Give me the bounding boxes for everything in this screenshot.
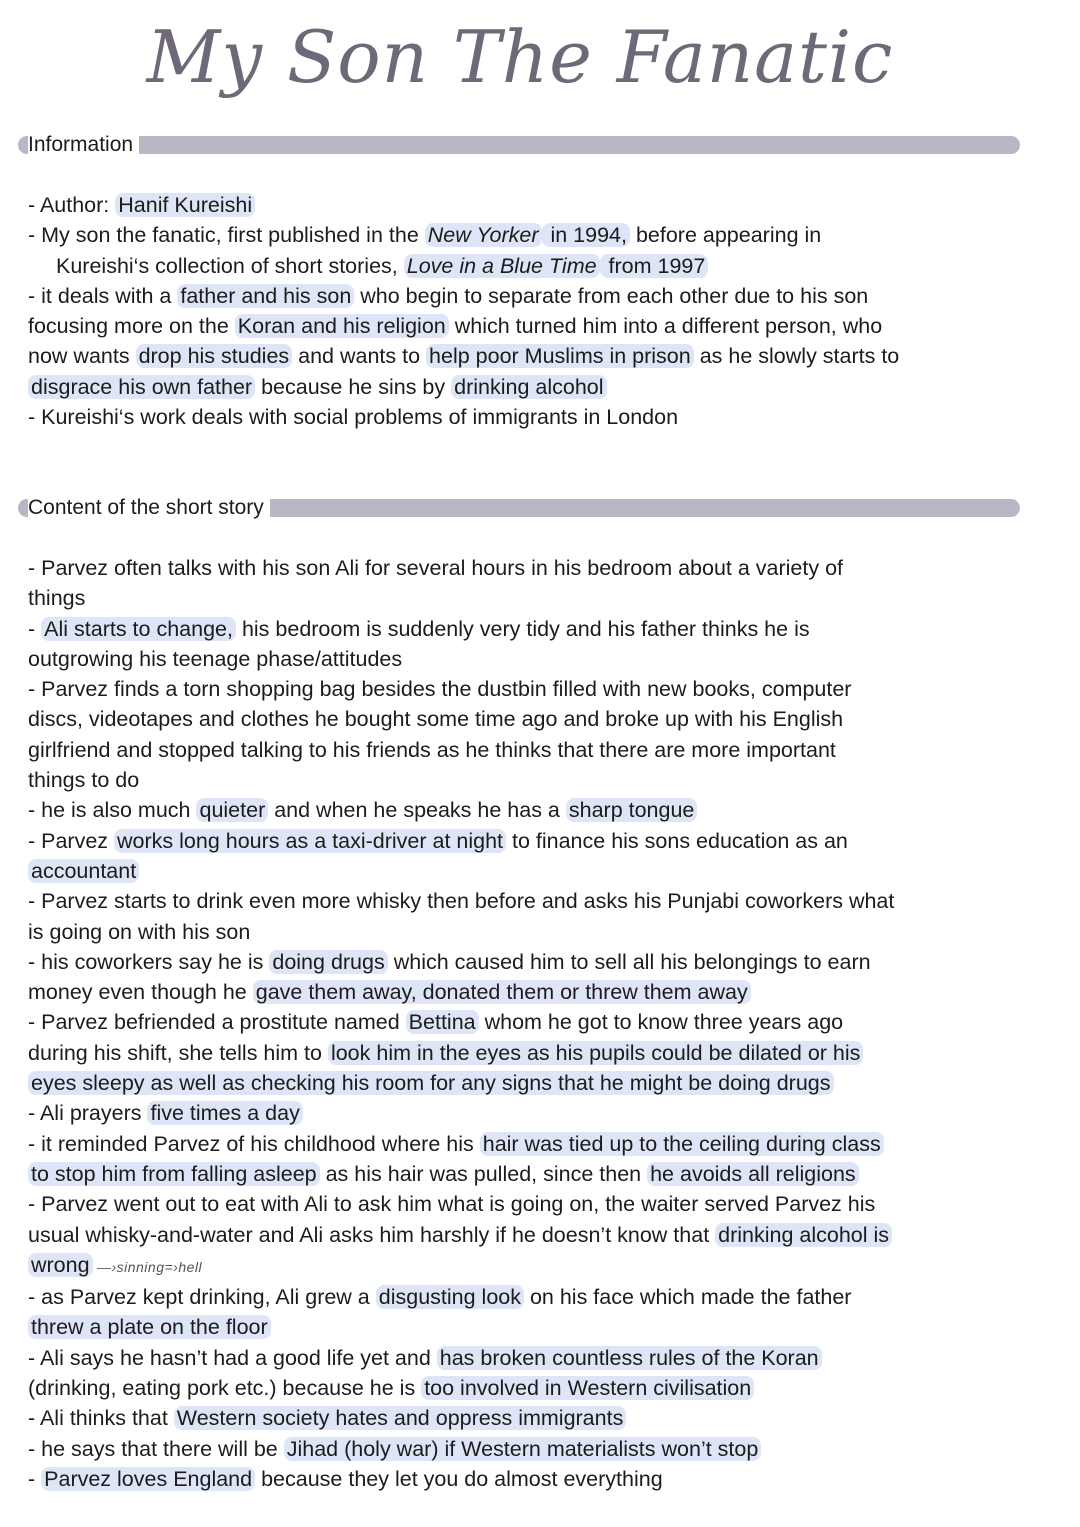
- highlighted-text: hair was tied up to the ceiling during class: [480, 1132, 884, 1156]
- highlighted-text: eyes sleepy as well as checking his room for any signs that he might be doing drugs: [28, 1071, 834, 1095]
- text-segment: things to do: [28, 768, 140, 793]
- text-line: [28, 1464, 1028, 1494]
- text-segment: - Parvez starts to drink even more whisky then before and asks his Punjabi coworkers what: [28, 889, 895, 914]
- text-segment: - My son the fanatic, first published in the: [28, 223, 425, 248]
- text-segment: because they let you do almost everything: [255, 1466, 663, 1491]
- text-line: [28, 1189, 1028, 1219]
- text-segment: - he says that there will be: [28, 1436, 284, 1461]
- text-segment: now wants: [28, 344, 136, 369]
- text-line: [28, 1220, 1028, 1250]
- text-segment: usual whisky-and-water and Ali asks him harshly if he doesn’t know that: [28, 1222, 716, 1247]
- text-segment: - Ali says he hasn’t had a good life yet and: [28, 1345, 437, 1370]
- highlighted-text: doing drugs: [269, 950, 387, 974]
- text-line: [28, 190, 1028, 220]
- text-segment: before appearing in: [629, 223, 822, 248]
- text-line: [28, 1282, 1028, 1312]
- text-line: [28, 1129, 1028, 1159]
- text-segment: - Parvez: [28, 828, 115, 853]
- text-segment: - Kureishi‘s work deals with social problems of immigrants in London: [28, 405, 679, 430]
- text-segment: - his coworkers say he is: [28, 949, 270, 974]
- highlighted-text: father and his son: [177, 284, 354, 308]
- text-line: [28, 795, 1028, 825]
- text-segment: which caused him to sell all his belongings to earn: [387, 949, 871, 974]
- highlighted-text: look him in the eyes as his pupils could be dilated or his: [328, 1041, 863, 1065]
- text-line: [28, 977, 1028, 1007]
- highlighted-text: too involved in Western civilisation: [421, 1376, 754, 1400]
- text-line: [28, 311, 1028, 341]
- text-segment: because he sins by: [255, 374, 452, 399]
- information-section-bar: [18, 136, 1020, 154]
- text-line: [28, 1038, 1028, 1068]
- highlighted-text: Koran and his religion: [235, 314, 449, 338]
- text-segment: - as Parvez kept drinking, Ali grew a: [28, 1285, 376, 1310]
- highlighted-text: has broken countless rules of the Koran: [437, 1346, 822, 1370]
- text-segment: - it deals with a: [28, 283, 178, 308]
- highlighted-text: drinking alcohol is: [715, 1223, 892, 1247]
- text-segment: outgrowing his teenage phase/attitudes: [28, 646, 403, 671]
- text-line: [28, 553, 1028, 583]
- highlighted-text: gave them away, donated them or threw them away: [253, 980, 751, 1004]
- text-segment: - Ali prayers: [28, 1101, 148, 1126]
- text-line: [28, 826, 1028, 856]
- text-segment: - he is also much: [28, 798, 197, 823]
- content-heading: Content of the short story: [28, 495, 270, 521]
- content-block: [28, 553, 1028, 1494]
- highlighted-text: Love in a Blue Time: [404, 254, 600, 278]
- text-segment: to finance his sons education as an: [506, 828, 848, 853]
- highlighted-text: accountant: [28, 859, 139, 883]
- text-line: [28, 1343, 1028, 1373]
- text-line: [28, 765, 1028, 795]
- text-segment: - Parvez went out to eat with Ali to ask him what is going on, the waiter served Parvez his: [28, 1192, 876, 1217]
- highlighted-text: Bettina: [406, 1010, 479, 1034]
- handwritten-note: —›sinning=›hell: [92, 1258, 203, 1275]
- page-title: My Son The Fanatic: [146, 15, 894, 99]
- highlighted-text: Western society hates and oppress immigrants: [174, 1406, 627, 1430]
- text-segment: -: [28, 1466, 42, 1491]
- text-line: [28, 1250, 1028, 1282]
- text-segment: - Parvez befriended a prostitute named: [28, 1010, 406, 1035]
- text-segment: and wants to: [292, 344, 427, 369]
- text-segment: -: [28, 616, 42, 641]
- text-segment: - Parvez finds a torn shopping bag besides the dustbin filled with new books, computer: [28, 677, 852, 702]
- text-segment: on his face which made the father: [523, 1285, 852, 1310]
- text-line: [28, 886, 1028, 916]
- highlighted-text: works long hours as a taxi-driver at night: [114, 829, 506, 853]
- highlighted-text: Jihad (holy war) if Western materialists won’t stop: [284, 1437, 762, 1461]
- text-line: [28, 1373, 1028, 1403]
- text-line: [28, 735, 1028, 765]
- text-segment: - Author:: [28, 193, 116, 217]
- highlighted-text: New Yorker: [425, 223, 542, 247]
- text-segment: girlfriend and stopped talking to his friends as he thinks that there are more important: [28, 737, 836, 762]
- highlighted-text: wrong: [28, 1253, 93, 1277]
- highlighted-text: Parvez loves England: [41, 1467, 255, 1491]
- text-segment: as his hair was pulled, since then: [319, 1161, 648, 1186]
- text-line: [28, 402, 1028, 432]
- text-line: [28, 1007, 1028, 1037]
- highlighted-text: drinking alcohol: [451, 375, 606, 399]
- text-segment: his bedroom is suddenly very tidy and his father thinks he is: [235, 616, 810, 641]
- text-segment: during his shift, she tells him to: [28, 1040, 328, 1065]
- highlighted-text: he avoids all religions: [647, 1162, 859, 1186]
- text-line: [28, 1403, 1028, 1433]
- text-line: [28, 917, 1028, 947]
- highlighted-text: drop his studies: [136, 344, 293, 368]
- text-line: [28, 947, 1028, 977]
- highlighted-text: quieter: [196, 798, 268, 822]
- highlighted-text: threw a plate on the floor: [28, 1315, 271, 1339]
- information-block: [28, 190, 1028, 432]
- text-line: [28, 614, 1028, 644]
- text-segment: - it reminded Parvez of his childhood where his: [28, 1131, 480, 1156]
- highlighted-text: five times a day: [147, 1101, 302, 1125]
- text-segment: - Parvez often talks with his son Ali for several hours in his bedroom about a variety of: [28, 556, 844, 580]
- highlighted-text: disgusting look: [376, 1285, 524, 1309]
- text-segment: as he slowly starts to: [693, 344, 900, 369]
- text-line: [28, 1159, 1028, 1189]
- text-line: [28, 704, 1028, 734]
- text-line: [28, 1098, 1028, 1128]
- text-line: [28, 220, 1028, 250]
- highlighted-text: Ali starts to change,: [41, 617, 236, 641]
- text-line: [28, 644, 1028, 674]
- text-line: [28, 341, 1028, 371]
- text-line: [28, 856, 1028, 886]
- text-segment: focusing more on the: [28, 314, 235, 339]
- highlighted-text: disgrace his own father: [28, 375, 255, 399]
- highlighted-text: to stop him from falling asleep: [28, 1162, 320, 1186]
- text-line: [28, 251, 1028, 281]
- text-segment: which turned him into a different person, who: [448, 314, 883, 339]
- text-segment: is going on with his son: [28, 919, 251, 944]
- text-segment: (drinking, eating pork etc.) because he is: [28, 1376, 422, 1401]
- text-segment: money even though he: [28, 980, 253, 1005]
- text-segment: - Ali thinks that: [28, 1406, 174, 1431]
- highlighted-text: Hanif Kureishi: [115, 193, 255, 217]
- text-line: [28, 583, 1028, 613]
- text-segment: things: [28, 586, 86, 611]
- highlighted-text: sharp tongue: [566, 798, 698, 822]
- text-line: [28, 1312, 1028, 1342]
- highlighted-text: in 1994,: [542, 223, 630, 247]
- highlighted-text: help poor Muslims in prison: [426, 344, 694, 368]
- text-line: [28, 281, 1028, 311]
- text-segment: and when he speaks he has a: [268, 798, 566, 823]
- text-line: [28, 1068, 1028, 1098]
- text-segment: who begin to separate from each other due to his son: [354, 283, 869, 308]
- text-segment: whom he got to know three years ago: [478, 1010, 844, 1035]
- text-line: [28, 1434, 1028, 1464]
- text-segment: discs, videotapes and clothes he bought some time ago and broke up with his English: [28, 707, 844, 732]
- text-segment: Kureishi‘s collection of short stories,: [56, 253, 404, 278]
- text-line: [28, 674, 1028, 704]
- text-line: [28, 372, 1028, 402]
- highlighted-text: from 1997: [600, 254, 709, 278]
- information-heading: Information: [28, 132, 139, 158]
